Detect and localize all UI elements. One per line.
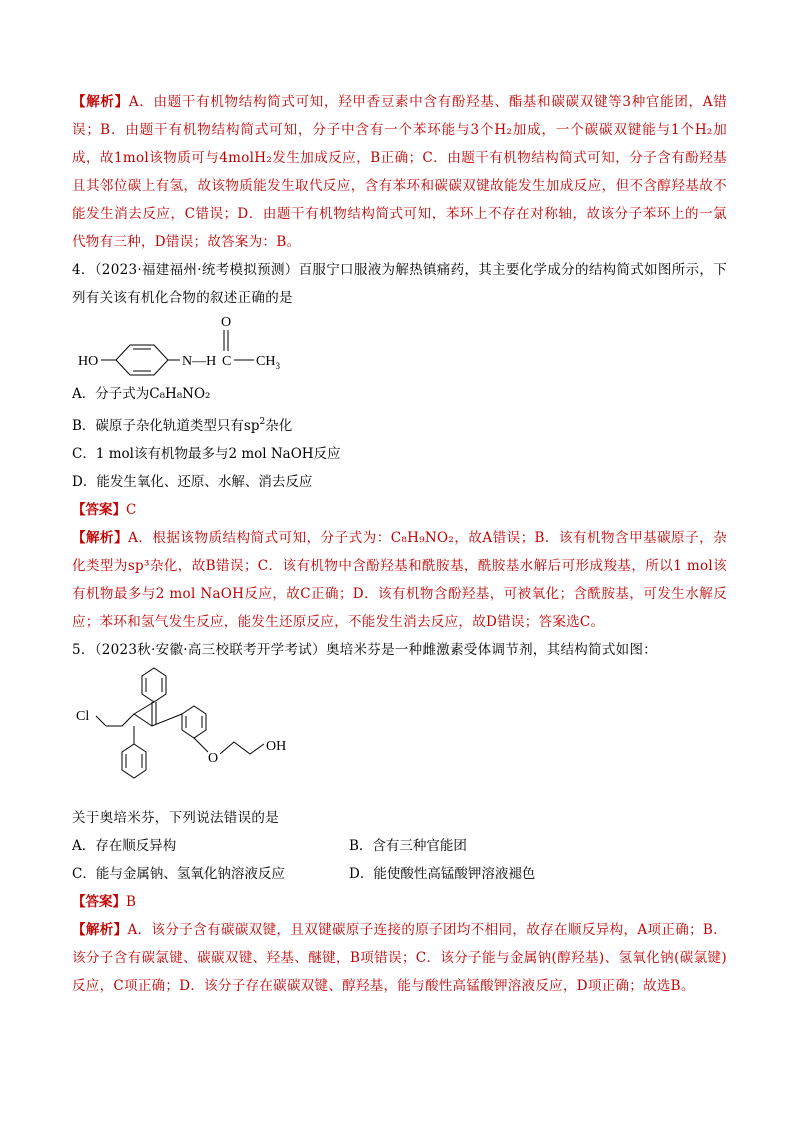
q5-double-bond bbox=[134, 702, 154, 714]
document-page bbox=[72, 88, 727, 1000]
q5-bond bbox=[194, 738, 208, 752]
q4-ch3-label: $CH_3$ bbox=[256, 354, 280, 371]
q5-option-a: A．存在顺反异构 bbox=[72, 838, 177, 854]
q5-analysis: 【解析】A．该分子含有碳碳双键，且双键碳原子连接的原子团均不相同，故存在顺反异构，A项正确；B．该分子含有碳氯键、碳碳双键、羟基、醚键，B项错误；C．该分子能与金属钠(醇羟基)、氢氧化钠(碳氯键)反应，C项正确；D．该分子存在碳碳双键、醇羟基，能与酸性高锰酸钾溶液反应，D项正确；故选B。 bbox=[72, 922, 728, 994]
q4-answer: 【答案】C bbox=[72, 502, 137, 518]
q5-options-row-2 bbox=[72, 860, 727, 888]
q5-stem: 5．（2023秋·安徽·高三校联考开学考试）奥培米芬是一种雌激素受体调节剂，其结构简式如图： bbox=[72, 642, 658, 658]
q5-question: 关于奥培米芬，下列说法错误的是 bbox=[72, 810, 279, 826]
q5-option-c: C．能与金属钠、氢氧化钠溶液反应 bbox=[72, 866, 285, 882]
analysis-text: A．由题干有机物结构简式可知，羟甲香豆素中含有酚羟基、酯基和碳碳双键等3种官能团，A错误；B．由题干有机物结构简式可知，分子中含有一个苯环能与3个H₂加成，一个碳碳双键能与1个H₂加成，故1mol该物质可与4molH₂发生加成反应，B正确；C．由题干有机物结构简式可知，分子含有酚羟基且其邻位碳上有氢，故该物质能发生取代反应，含有苯环和碳碳双键故能发生加成反应，但不含醇羟基故不能发生消去反应，C错误；D．由题干有机物结构简式可知，苯环上不存在对称轴，故该分子苯环上的一氯代物有三种，D错误；故答案为：B。 bbox=[72, 94, 727, 250]
q4-option-a: A．分子式为C₈H₈NO₂ bbox=[72, 386, 211, 402]
q5-chain bbox=[96, 714, 182, 726]
q4-c-label: C bbox=[222, 354, 232, 369]
q5-answer: 【答案】B bbox=[72, 894, 136, 910]
q4-o-label: O bbox=[221, 315, 232, 330]
q5-options-row-1 bbox=[72, 832, 727, 860]
q4-stem: 4．（2023·福建福州·统考模拟预测）百服宁口服液为解热镇痛药，其主要化学成分的结构简式如图所示，下列有关该有机化合物的叙述正确的是 bbox=[72, 262, 727, 306]
q4-option-b: B．碳原子杂化轨道类型只有$sp^2$杂化 bbox=[72, 417, 293, 434]
q5-oh-label: OH bbox=[266, 739, 287, 754]
q4-option-d: D．能发生氧化、还原、水解、消去反应 bbox=[72, 474, 313, 490]
q4-nh-label: N—H bbox=[182, 354, 217, 369]
q4-structure-diagram bbox=[76, 312, 376, 380]
q4-option-c: C．1 mol该有机物最多与2 mol NaOH反应 bbox=[72, 446, 341, 462]
q5-cl-label: Cl bbox=[76, 709, 90, 724]
q5-option-b: B．含有三种官能团 bbox=[349, 838, 467, 854]
q5-o-label: O bbox=[208, 751, 219, 766]
q3-analysis bbox=[72, 88, 727, 256]
q4-analysis: 【解析】A．根据该物质结构简式可知，分子式为：C₈H₉NO₂，故A错误；B．该有机物含甲基碳原子，杂化类型为sp³杂化，故B错误；C．该有机物中含酚羟基和酰胺基，酰胺基水解后可形成羧基，所以1 mol该有机物最多与2 mol NaOH反应，故C正确；D．该有机物含酚羟基，可被氧化；含酰胺基，可发生水解反应；苯环和氢气发生反应，能发生还原反应，不能发生消去反应，故D错误；答案选C。 bbox=[72, 530, 728, 630]
q5-option-d: D．能使酸性高锰酸钾溶液褪色 bbox=[349, 866, 536, 882]
q5-chain bbox=[220, 742, 264, 754]
q4-ho-label: HO bbox=[78, 354, 99, 369]
q5-structure-diagram bbox=[74, 664, 334, 804]
analysis-tag: 【解析】 bbox=[72, 94, 129, 110]
